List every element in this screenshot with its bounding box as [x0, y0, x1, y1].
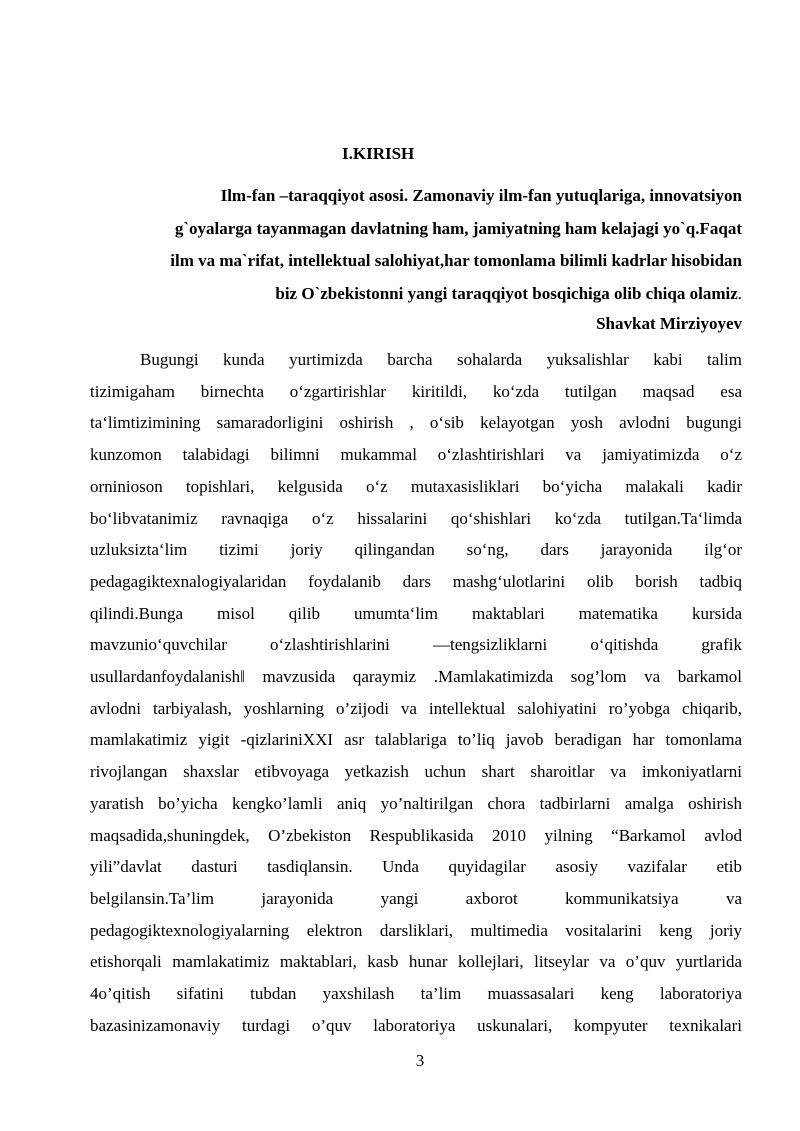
body-paragraph — [90, 344, 742, 1041]
epigraph-period: . — [737, 284, 742, 304]
body-line: pedagagiktexnalogiyalaridan foydalanib dars mashg‘ulotlarini olib borish tadbiq — [90, 571, 742, 591]
body-line: pedagogiktexnologiyalarning elektron darsliklari, multimedia vositalarini keng joriy — [90, 920, 742, 940]
body-line: bo‘libvatanimiz ravnaqiga o‘z hissalarini qo‘shishlari ko‘zda tutilgan.Ta‘limda — [90, 508, 742, 528]
epigraph-line-last — [96, 278, 742, 311]
body-line: maqsadida,shuningdek, O’zbekiston Respublikasida 2010 yilning “Barkamol avlod — [90, 825, 742, 845]
body-line: kunzomon talabidagi bilimni mukammal o‘zlashtirishlari va jamiyatimizda o‘z — [90, 445, 742, 465]
epigraph-author: Shavkat Mirziyoyev — [596, 314, 742, 333]
body-line: 4o’qitish sifatini tubdan yaxshilash ta’lim muassasalari keng laboratoriya — [90, 984, 742, 1004]
body-line: avlodni tarbiyalash, yoshlarning o’zijodi va intellektual salohiyatini ro’yobga chiqarib, — [90, 698, 742, 718]
body-line: mavzunio‘quvchilar o‘zlashtirishlarini ―tengsizliklarni o‘qitishda grafik — [90, 635, 742, 655]
body-line: orninioson topishlari, kelgusida o‘z mutaxasisliklari bo‘yicha malakali kadir — [90, 476, 742, 496]
body-line: etishorqali mamlakatimiz maktablari, kasb hunar kollejlari, litseylar va o’quv yurtlarida — [90, 952, 742, 972]
body-line: qilindi.Bunga misol qilib umumta‘lim maktablari matematika kursida — [90, 603, 742, 623]
epigraph-line: Ilm-fan –taraqqiyot asosi. Zamonaviy ilm-fan yutuqlariga, innovatsiyon — [220, 186, 742, 205]
body-line: usullardanfoydalanish‖ mavzusida qaraymiz .Mamlakatimizda sog’lom va barkamol — [90, 667, 742, 687]
page-number: 3 — [415, 1051, 425, 1070]
body-line: mamlakatimiz yigit -qizlariniXXI asr talablariga to’liq javob beradigan har tomonlama — [90, 730, 742, 750]
body-line: tizimigaham birnechta o‘zgartirishlar kiritildi, ko‘zda tutilgan maqsad esa — [90, 381, 742, 401]
epigraph-quote — [96, 180, 742, 311]
body-line: yaratish bo’yicha kengko’lamli aniq yo’naltirilgan chora tadbirlarni amalga oshirish — [90, 793, 742, 813]
body-line: uzluksizta‘lim tizimi joriy qilingandan so‘ng, dars jarayonida ilg‘or — [90, 540, 742, 560]
body-line: ta‘limtizimining samaradorligini oshirish , o‘sib kelayotgan yosh avlodni bugungi — [90, 413, 742, 433]
body-line: bazasinizamonaviy turdagi o’quv laboratoriya uskunalari, kompyuter texnikalari — [90, 1015, 742, 1035]
body-line: yili”davlat dasturi tasdiqlansin. Unda quyidagilar asosiy vazifalar etib — [90, 857, 742, 877]
epigraph-line-text: biz O`zbekistonni yangi taraqqiyot bosqichiga olib chiqa olamiz — [275, 284, 738, 304]
section-heading: I.KIRISH — [342, 144, 415, 163]
body-line: belgilansin.Ta’lim jarayonida yangi axborot kommunikatsiya va — [90, 888, 742, 908]
epigraph-line: g`oyalarga tayanmagan davlatning ham, jamiyatning ham kelajagi yo`q.Faqat — [174, 218, 742, 238]
body-line: Bugungi kunda yurtimizda barcha sohalarda yuksalishlar kabi talim — [140, 350, 742, 369]
body-line: rivojlangan shaxslar etibvoyaga yetkazish uchun shart sharoitlar va imkoniyatlarni — [90, 762, 742, 782]
epigraph-line: ilm va ma`rifat, intellektual salohiyat,har tomonlama bilimli kadrlar hisobidan — [170, 251, 742, 271]
